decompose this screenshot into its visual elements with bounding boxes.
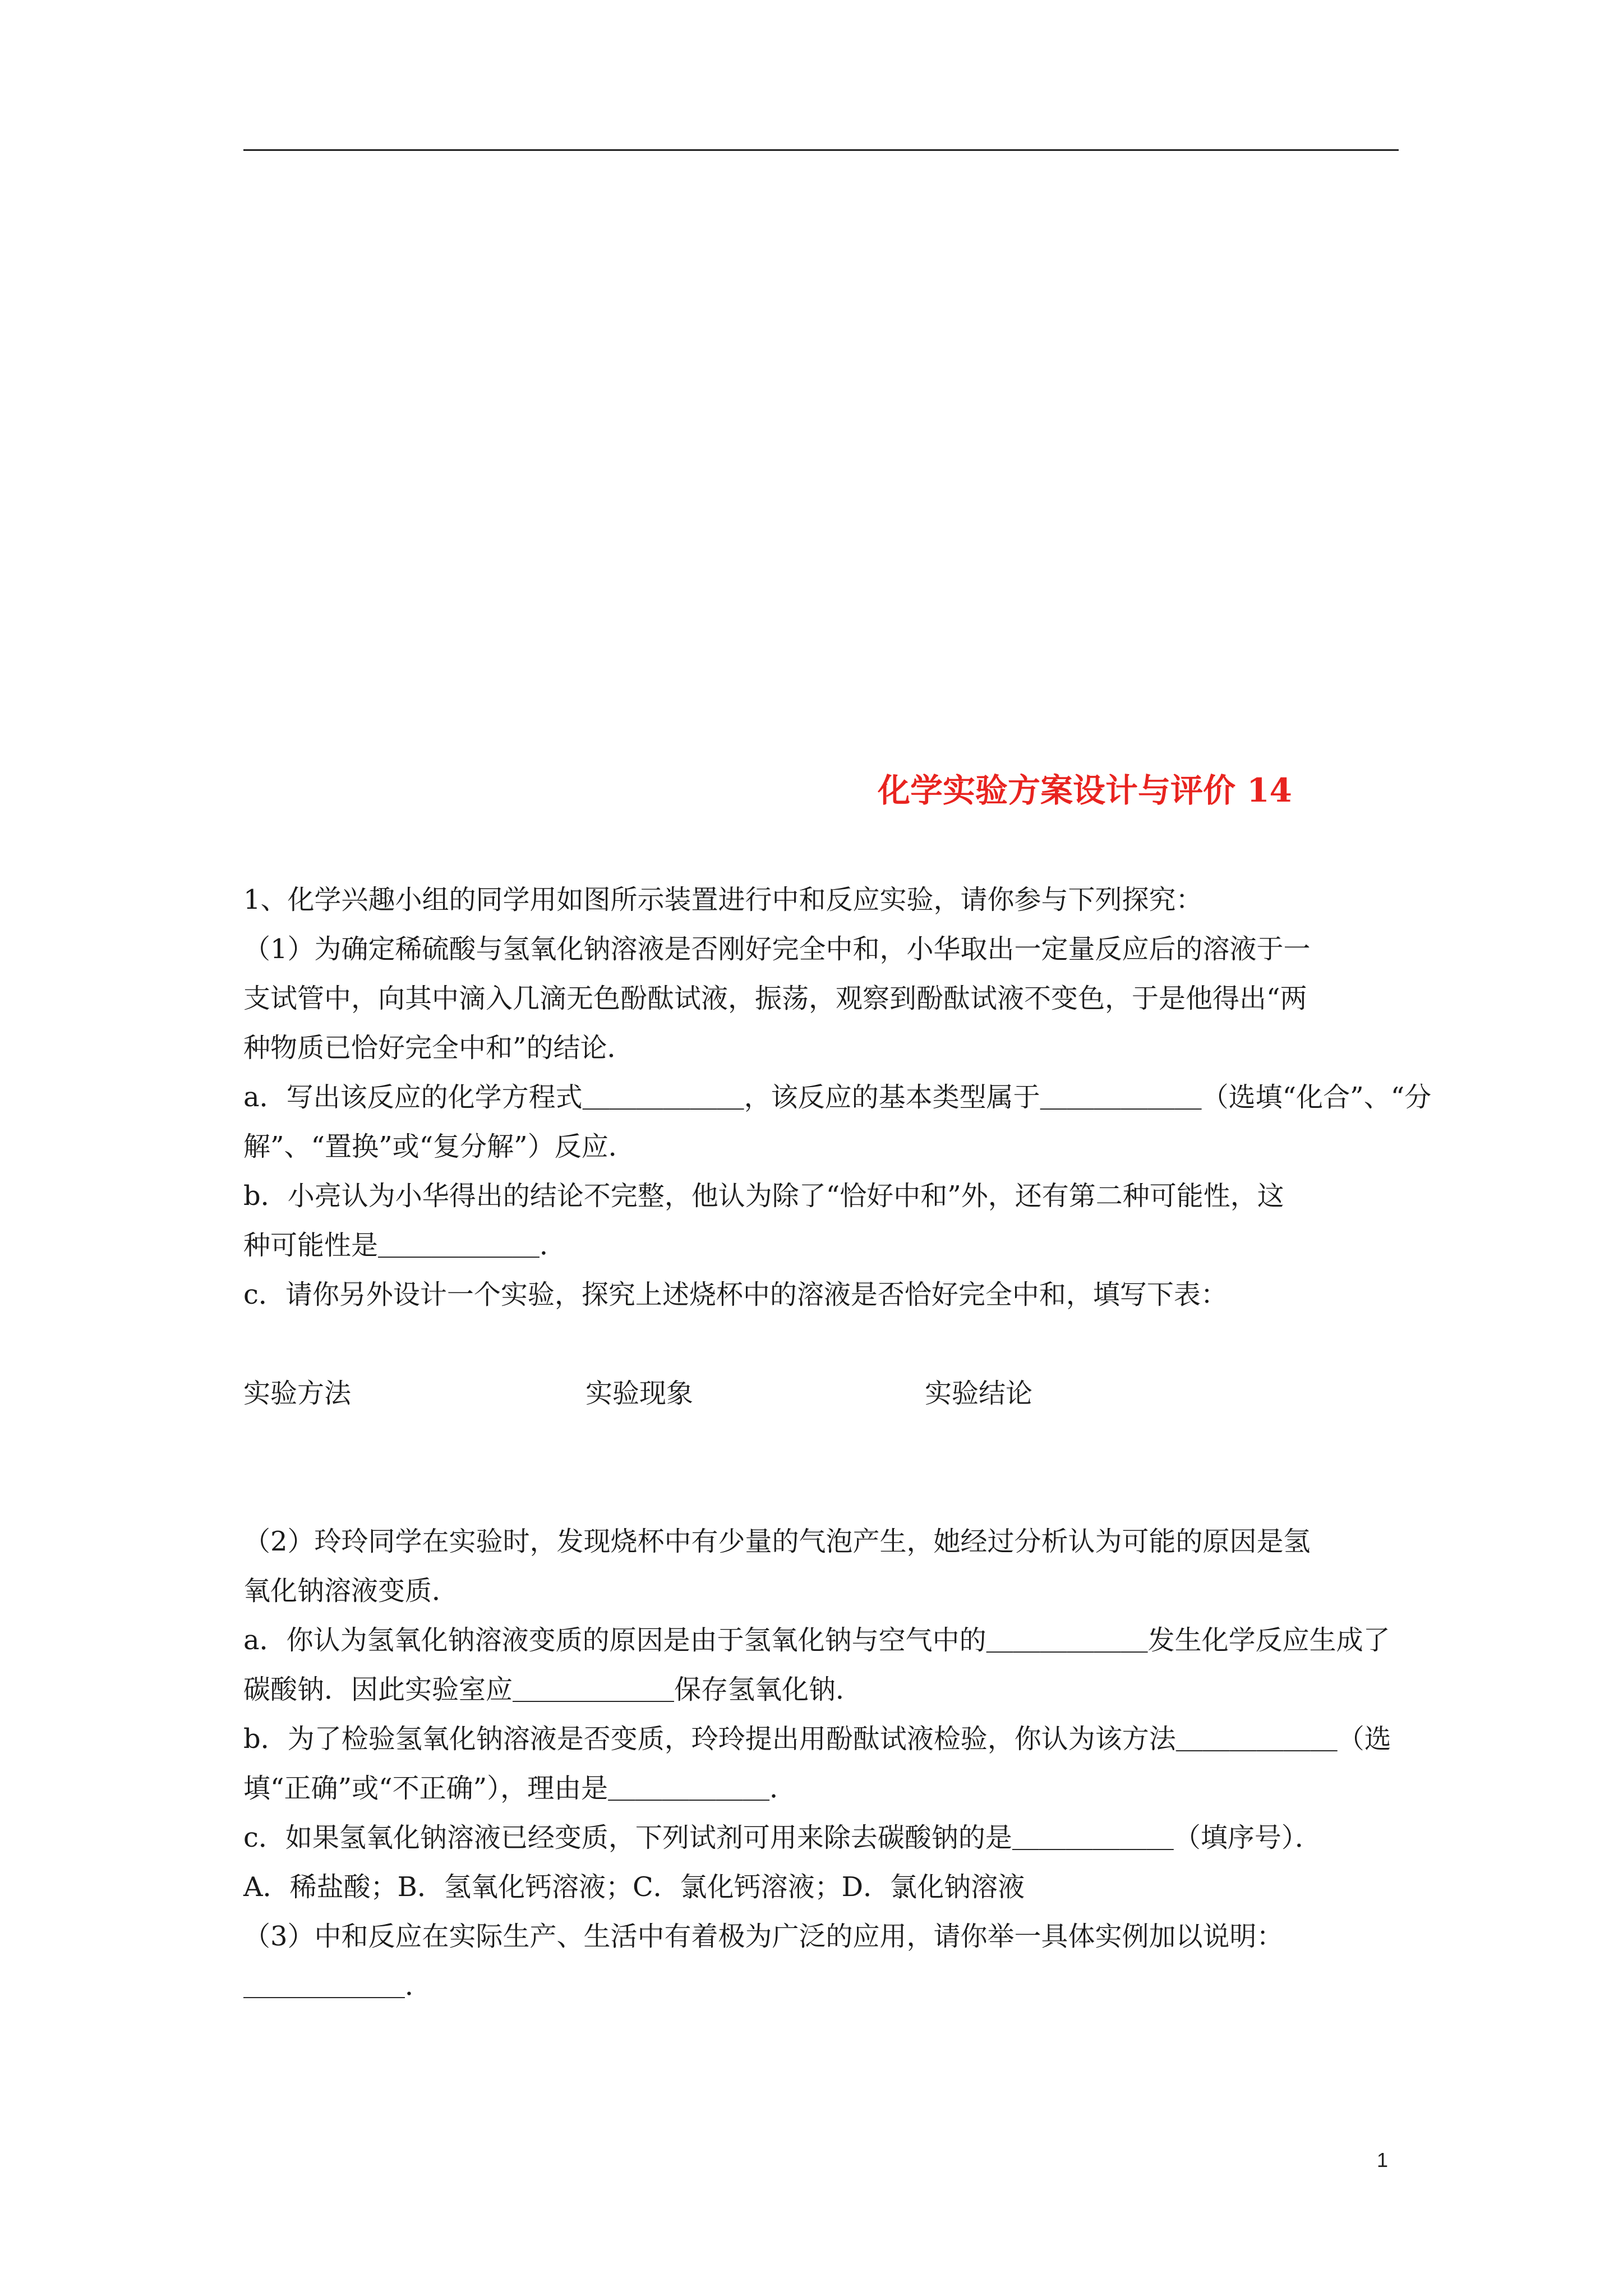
page-title: 化学实验方案设计与评价 14 [878, 771, 1292, 809]
answer-options: A．稀盐酸；B．氢氧化钙溶液；C．氯化钙溶液；D．氯化钠溶液 [243, 1871, 1025, 1903]
text-line: 支试管中，向其中滴入几滴无色酚酞试液，振荡，观察到酚酞试液不变色，于是他得出“两 [243, 983, 1307, 1014]
text-line: 氧化钠溶液变质． [243, 1575, 459, 1607]
table-header-phenomenon: 实验现象 [585, 1378, 694, 1409]
text-line: 碳酸钠．因此实验室应＿＿＿＿＿＿保存氢氧化钠． [243, 1674, 863, 1705]
question-stem: 1、化学兴趣小组的同学用如图所示装置进行中和反应实验，请你参与下列探究： [243, 884, 1203, 915]
text-line: 种可能性是＿＿＿＿＿＿． [243, 1230, 567, 1261]
text-line: （3）中和反应在实际生产、生活中有着极为广泛的应用，请你举一具体实例加以说明： [243, 1921, 1284, 1952]
table-header-conclusion: 实验结论 [925, 1378, 1033, 1409]
text-line: 解”、“置换”或“复分解”）反应． [243, 1131, 635, 1162]
text-line: c．请你另外设计一个实验，探究上述烧杯中的溶液是否恰好完全中和，填写下表： [243, 1279, 1228, 1310]
text-line: a．你认为氢氧化钠溶液变质的原因是由于氢氧化钠与空气中的＿＿＿＿＿＿发生化学反应生成了 [243, 1625, 1390, 1656]
question-body [243, 875, 1432, 2010]
experiment-table-header [243, 1369, 1399, 1418]
answer-blank: ＿＿＿＿＿＿． [243, 1970, 432, 2001]
text-line: a．写出该反应的化学方程式＿＿＿＿＿＿，该反应的基本类型属于＿＿＿＿＿＿（选填“化合”、“分 [243, 1082, 1432, 1113]
text-line: c．如果氢氧化钠溶液已经变质，下列试剂可用来除去碳酸钠的是＿＿＿＿＿＿（填序号）． [243, 1822, 1322, 1853]
text-line: b．为了检验氢氧化钠溶液是否变质，玲玲提出用酚酞试液检验，你认为该方法＿＿＿＿＿＿（选 [243, 1723, 1391, 1755]
table-header-method: 实验方法 [243, 1378, 352, 1409]
text-line: 填“正确”或“不正确”），理由是＿＿＿＿＿＿． [243, 1773, 797, 1804]
text-line: b．小亮认为小华得出的结论不完整，他认为除了“恰好中和”外，还有第二种可能性，这 [243, 1180, 1284, 1212]
header-rule [243, 149, 1399, 151]
page-number: 1 [1377, 2148, 1389, 2171]
text-line: （2）玲玲同学在实验时，发现烧杯中有少量的气泡产生，她经过分析认为可能的原因是氢 [243, 1526, 1311, 1557]
text-line: （1）为确定稀硫酸与氢氧化钠溶液是否刚好完全中和，小华取出一定量反应后的溶液于一 [243, 933, 1311, 965]
text-line: 种物质已恰好完全中和”的结论． [243, 1032, 634, 1064]
